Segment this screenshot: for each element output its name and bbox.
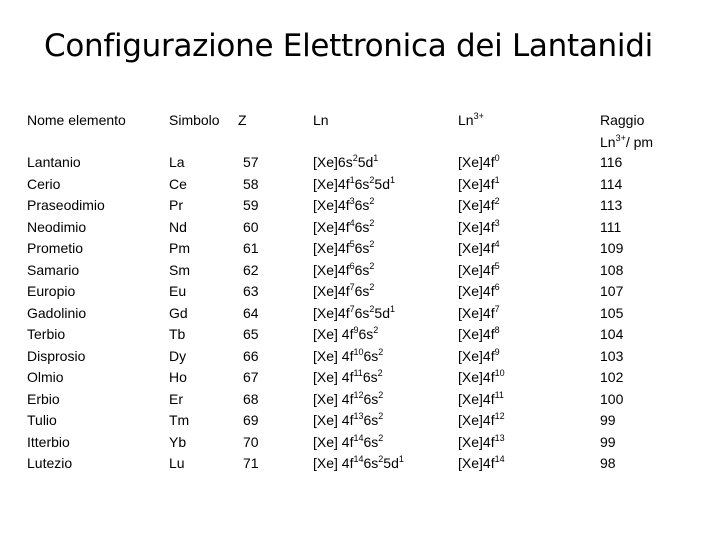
header-ln3-base: Ln	[458, 112, 474, 128]
element-symbol: Yb	[169, 433, 187, 450]
element-symbol: Tm	[169, 412, 190, 428]
superscript: 1	[398, 454, 404, 464]
atomic-number: 62	[243, 261, 259, 278]
formula-part: [Xe]4f	[313, 304, 350, 321]
formula-part: 6s	[354, 283, 370, 299]
ln-configuration	[313, 217, 404, 239]
header-z: Z	[238, 112, 247, 128]
column-nome-elemento	[27, 152, 105, 475]
formula-part: [Xe]4f	[313, 240, 350, 256]
superscript: 1	[390, 174, 396, 185]
formula-part: 6s	[354, 218, 370, 235]
element-name: Gadolinio	[27, 304, 87, 321]
ionic-radius: 114	[600, 175, 623, 192]
superscript: 2	[369, 239, 375, 249]
atomic-number: 58	[243, 175, 259, 192]
atomic-number: 70	[243, 433, 259, 450]
column-ln3-configuration	[458, 152, 505, 475]
superscript: 11	[353, 368, 363, 378]
ln3-configuration	[458, 174, 505, 196]
formula-part: 6s	[354, 197, 370, 213]
atomic-number: 64	[243, 304, 259, 321]
header-raggio-line1: Raggio	[600, 112, 645, 128]
formula-part: [Xe]4f	[458, 218, 495, 235]
superscript: 13	[494, 432, 505, 443]
ln-configuration	[313, 324, 404, 346]
atomic-number: 67	[243, 369, 259, 385]
ionic-radius: 116	[600, 154, 623, 170]
formula-part: [Xe]4f	[458, 412, 495, 428]
header-ln: Ln	[313, 112, 329, 128]
superscript: 1	[373, 153, 379, 163]
element-name: Terbio	[27, 326, 66, 342]
element-name: Lutezio	[27, 455, 73, 471]
element-name: Cerio	[27, 175, 61, 192]
superscript: 2	[378, 454, 384, 464]
ionic-radius: 105	[600, 304, 624, 321]
element-name: Prometio	[27, 240, 84, 256]
superscript: 3	[349, 196, 355, 206]
ln-configuration	[313, 195, 404, 217]
superscript: 5	[494, 260, 500, 271]
atomic-number: 60	[243, 218, 259, 235]
ionic-radius: 102	[600, 369, 624, 385]
ionic-radius: 104	[600, 326, 624, 342]
atomic-number: 59	[243, 197, 259, 213]
element-symbol: Pm	[169, 240, 190, 256]
ln-configuration	[313, 432, 404, 454]
formula-part: [Xe]4f	[458, 175, 495, 192]
element-symbol: Ho	[169, 369, 187, 385]
element-name: Erbio	[27, 390, 60, 407]
superscript: 2	[369, 174, 375, 185]
ln-configuration	[313, 346, 404, 368]
element-name: Disprosio	[27, 347, 86, 364]
formula-part: [Xe]4f	[313, 175, 350, 192]
superscript: 6	[349, 260, 355, 271]
element-symbol: Ce	[169, 175, 187, 192]
formula-part: [Xe]4f	[313, 197, 350, 213]
element-name: Itterbio	[27, 433, 70, 450]
ionic-radius: 109	[600, 240, 624, 256]
ln3-configuration	[458, 303, 505, 325]
formula-part: 6s	[354, 304, 370, 321]
header-simbolo: Simbolo	[169, 112, 220, 128]
superscript: 2	[378, 346, 384, 357]
element-symbol: Dy	[169, 347, 187, 364]
formula-part: [Xe]4f	[313, 218, 350, 235]
superscript: 2	[369, 196, 375, 206]
ionic-radius: 108	[600, 261, 624, 278]
formula-part: [Xe] 4f	[313, 347, 354, 364]
formula-part: [Xe]4f	[458, 154, 495, 170]
element-symbol: Er	[169, 390, 183, 407]
superscript: 1	[390, 303, 396, 314]
header-ln3-sup: 3+	[473, 111, 484, 121]
ln-configuration	[313, 303, 404, 325]
element-symbol: Sm	[169, 261, 190, 278]
superscript: 2	[378, 389, 384, 400]
superscript: 11	[494, 389, 504, 400]
formula-part: [Xe] 4f	[313, 326, 354, 342]
formula-part: 6s	[363, 390, 379, 407]
superscript: 2	[377, 368, 383, 378]
formula-part: 6s	[354, 175, 370, 192]
ionic-radius: 99	[600, 412, 616, 428]
formula-part: [Xe] 4f	[313, 455, 354, 471]
formula-part: 5d	[383, 455, 399, 471]
element-name: Tulio	[27, 412, 57, 428]
formula-part: 5d	[357, 154, 374, 170]
formula-part: [Xe]4f	[458, 369, 495, 385]
formula-part: [Xe]6s	[313, 154, 353, 170]
formula-part: [Xe] 4f	[313, 390, 354, 407]
superscript: 2	[369, 282, 375, 292]
page-title: Configurazione Elettronica dei Lantanidi	[44, 28, 653, 64]
element-name: Samario	[27, 261, 80, 278]
column-z	[243, 152, 259, 475]
formula-part: [Xe]4f	[458, 455, 495, 471]
ionic-radius: 99	[600, 433, 616, 450]
ln-configuration	[313, 453, 404, 475]
superscript: 12	[353, 389, 364, 400]
superscript: 14	[494, 454, 505, 464]
ln3-configuration	[458, 238, 505, 260]
ln3-configuration	[458, 410, 505, 432]
header-raggio	[600, 110, 653, 153]
element-symbol: Tb	[169, 326, 186, 342]
ionic-radius: 107	[600, 283, 624, 299]
formula-part: [Xe] 4f	[313, 433, 354, 450]
superscript: 2	[378, 411, 384, 421]
superscript: 1	[349, 174, 355, 185]
formula-part: [Xe] 4f	[313, 412, 354, 428]
superscript: 8	[494, 325, 500, 335]
element-name: Lantanio	[27, 154, 81, 170]
superscript: 10	[494, 368, 505, 378]
ln3-configuration	[458, 281, 505, 303]
superscript: 7	[494, 303, 500, 314]
superscript: 1	[494, 174, 500, 185]
ln3-configuration	[458, 260, 505, 282]
ln-configuration	[313, 367, 404, 389]
element-symbol: Lu	[169, 455, 185, 471]
formula-part: 5d	[374, 175, 390, 192]
ln-configuration	[313, 152, 404, 174]
superscript: 9	[494, 346, 500, 357]
element-symbol: Pr	[169, 197, 183, 213]
superscript: 3	[494, 217, 500, 228]
superscript: 2	[369, 260, 375, 271]
formula-part: [Xe]4f	[313, 283, 350, 299]
element-symbol: Eu	[169, 283, 187, 299]
ln-configuration	[313, 389, 404, 411]
formula-part: [Xe]4f	[458, 261, 495, 278]
superscript: 7	[349, 303, 355, 314]
superscript: 9	[353, 325, 359, 335]
formula-part: [Xe]4f	[458, 326, 495, 342]
formula-part: 6s	[363, 347, 379, 364]
superscript: 10	[353, 346, 364, 357]
ln3-configuration	[458, 217, 505, 239]
ln3-configuration	[458, 324, 505, 346]
formula-part: [Xe]4f	[458, 240, 495, 256]
element-name: Olmio	[27, 369, 64, 385]
formula-part: [Xe]4f	[458, 390, 495, 407]
superscript: 2	[494, 196, 500, 206]
header-raggio-ln: Ln	[600, 133, 616, 150]
formula-part: 6s	[363, 433, 379, 450]
ionic-radius: 100	[600, 390, 624, 407]
atomic-number: 61	[243, 240, 259, 256]
superscript: 7	[349, 282, 355, 292]
ln-configuration	[313, 281, 404, 303]
atomic-number: 66	[243, 347, 259, 364]
superscript: 4	[494, 239, 500, 249]
ionic-radius: 103	[600, 347, 624, 364]
atomic-number: 57	[243, 154, 259, 170]
ln-configuration	[313, 238, 404, 260]
ln3-configuration	[458, 389, 505, 411]
ionic-radius: 111	[600, 218, 622, 235]
ln3-configuration	[458, 367, 505, 389]
superscript: 13	[353, 411, 364, 421]
superscript: 4	[349, 217, 355, 228]
formula-part: 6s	[354, 240, 370, 256]
column-simbolo	[169, 152, 190, 475]
superscript: 14	[353, 454, 364, 464]
formula-part: [Xe] 4f	[313, 369, 354, 385]
ln-configuration	[313, 174, 404, 196]
element-symbol: La	[169, 154, 185, 170]
superscript: 2	[373, 325, 379, 335]
ln-configuration	[313, 410, 404, 432]
header-ln3	[458, 110, 484, 132]
formula-part: 6s	[358, 326, 374, 342]
atomic-number: 68	[243, 390, 259, 407]
header-raggio-sup: 3+	[615, 132, 626, 143]
superscript: 2	[378, 432, 384, 443]
formula-part: [Xe]4f	[458, 433, 495, 450]
superscript: 2	[369, 303, 375, 314]
superscript: 14	[353, 432, 364, 443]
element-symbol: Nd	[169, 218, 187, 235]
formula-part: 6s	[363, 412, 379, 428]
formula-part: 5d	[374, 304, 390, 321]
formula-part: [Xe]4f	[458, 197, 495, 213]
header-raggio-line2	[600, 132, 653, 154]
superscript: 2	[369, 217, 375, 228]
superscript: 5	[349, 239, 355, 249]
element-name: Europio	[27, 283, 76, 299]
atomic-number: 71	[243, 455, 259, 471]
ln3-configuration	[458, 152, 505, 174]
ln3-configuration	[458, 346, 505, 368]
column-raggio	[600, 152, 623, 475]
formula-part: [Xe]4f	[458, 304, 495, 321]
formula-part: 6s	[363, 455, 379, 471]
ln3-configuration	[458, 195, 505, 217]
atomic-number: 63	[243, 283, 259, 299]
element-name: Neodimio	[27, 218, 87, 235]
ln3-configuration	[458, 453, 505, 475]
ln-configuration	[313, 260, 404, 282]
superscript: 6	[494, 282, 500, 292]
column-ln-configuration	[313, 152, 404, 475]
superscript: 12	[494, 411, 505, 421]
header-nome-elemento: Nome elemento	[27, 112, 126, 128]
element-symbol: Gd	[169, 304, 188, 321]
atomic-number: 65	[243, 326, 259, 342]
ionic-radius: 98	[600, 455, 616, 471]
formula-part: [Xe]4f	[458, 347, 495, 364]
formula-part: 6s	[354, 261, 370, 278]
superscript: 0	[494, 153, 500, 163]
header-raggio-unit: / pm	[625, 133, 654, 150]
superscript: 2	[352, 153, 358, 163]
ionic-radius: 113	[600, 197, 623, 213]
ln3-configuration	[458, 432, 505, 454]
formula-part: 6s	[362, 369, 378, 385]
formula-part: [Xe]4f	[458, 283, 495, 299]
element-name: Praseodimio	[27, 197, 105, 213]
formula-part: [Xe]4f	[313, 261, 350, 278]
atomic-number: 69	[243, 412, 259, 428]
